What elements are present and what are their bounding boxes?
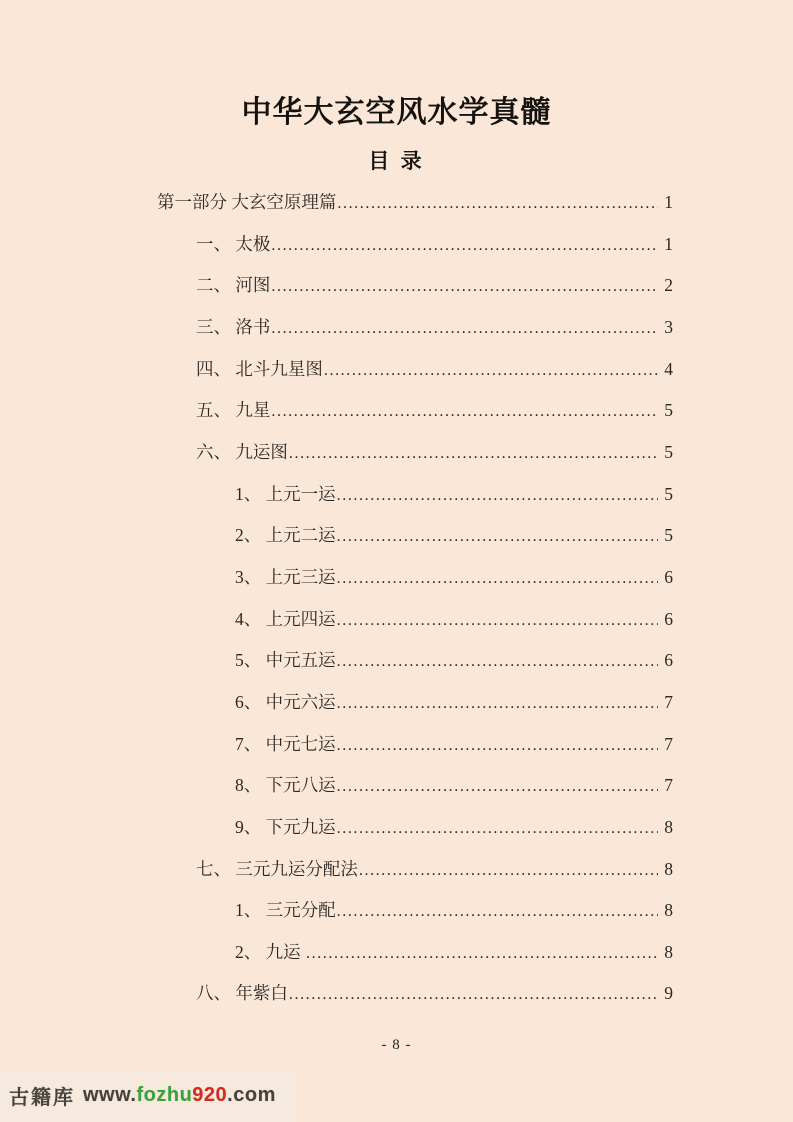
toc-entry-label: 6、 中元六运 xyxy=(235,691,336,712)
toc-entry-page-number: 6 xyxy=(664,566,673,587)
toc-entry-page-number: 4 xyxy=(664,358,673,379)
toc-entry-page-number: 3 xyxy=(664,316,673,337)
toc-entry-page-number: 5 xyxy=(664,441,673,462)
toc-entry-label: 三、 洛书 xyxy=(196,316,271,337)
toc-leader-dots xyxy=(337,899,659,923)
toc-leader-dots xyxy=(337,524,659,548)
toc-entry-label: 八、 年紫白 xyxy=(196,983,288,1004)
toc-leader-dots xyxy=(337,191,658,215)
toc-entry-label: 8、 下元八运 xyxy=(235,775,336,796)
toc-leader-dots xyxy=(337,733,659,757)
toc-leader-dots xyxy=(271,274,658,298)
toc-entry-page-number: 6 xyxy=(664,650,673,671)
toc-entry xyxy=(157,477,673,519)
toc-entry xyxy=(157,352,673,394)
toc-entry xyxy=(157,643,673,685)
table-of-contents xyxy=(157,185,673,1018)
toc-entry-label: 四、 北斗九星图 xyxy=(196,358,323,379)
toc-leader-dots xyxy=(337,608,659,632)
toc-entry-page-number: 8 xyxy=(664,816,673,837)
toc-entry-page-number: 8 xyxy=(664,858,673,879)
toc-entry-page-number: 9 xyxy=(664,983,673,1004)
toc-entry-label: 2、 上元二运 xyxy=(235,525,336,546)
watermark-url-www: www. xyxy=(83,1084,137,1106)
toc-entry-page-number: 7 xyxy=(664,691,673,712)
toc-entry xyxy=(157,810,673,852)
watermark-site-url xyxy=(83,1084,276,1107)
toc-entry xyxy=(157,310,673,352)
toc-heading: 目 录 xyxy=(368,149,425,173)
toc-entry-label: 7、 中元七运 xyxy=(235,733,336,754)
toc-entry-page-number: 5 xyxy=(664,400,673,421)
toc-entry xyxy=(157,768,673,810)
toc-leader-dots xyxy=(337,691,659,715)
toc-entry-label: 4、 上元四运 xyxy=(235,608,336,629)
toc-leader-dots xyxy=(359,858,658,882)
toc-entry xyxy=(157,935,673,977)
toc-entry-label: 1、 三元分配 xyxy=(235,900,336,921)
toc-entry xyxy=(157,185,673,227)
toc-entry-page-number: 6 xyxy=(664,608,673,629)
watermark-url-920: 920 xyxy=(192,1084,228,1106)
toc-entry-label: 9、 下元九运 xyxy=(235,816,336,837)
toc-entry xyxy=(157,268,673,310)
toc-entry xyxy=(157,893,673,935)
toc-entry-label: 1、 上元一运 xyxy=(235,483,336,504)
toc-leader-dots xyxy=(306,941,658,965)
toc-entry xyxy=(157,727,673,769)
toc-leader-dots xyxy=(337,649,659,673)
toc-entry-label: 5、 中元五运 xyxy=(235,650,336,671)
toc-entry-label: 五、 九星 xyxy=(196,400,271,421)
toc-leader-dots xyxy=(289,982,658,1006)
toc-leader-dots xyxy=(271,316,658,340)
toc-entry-label: 第一部分 大玄空原理篇 xyxy=(157,192,337,212)
toc-entry-page-number: 2 xyxy=(664,275,673,296)
watermark-url-fozhu: fozhu xyxy=(136,1084,193,1106)
toc-entry xyxy=(157,435,673,477)
toc-entry-page-number: 1 xyxy=(664,233,673,254)
document-title: 中华大玄空风水学真髓 xyxy=(241,96,552,129)
page-number-footer: - 8 - xyxy=(381,1037,412,1053)
toc-entry-page-number: 5 xyxy=(664,483,673,504)
toc-entry-label: 二、 河图 xyxy=(196,275,271,296)
toc-entry-label: 六、 九运图 xyxy=(196,441,288,462)
toc-leader-dots xyxy=(324,358,658,382)
toc-leader-dots xyxy=(337,774,659,798)
toc-entry-label: 一、 太极 xyxy=(196,233,271,254)
watermark-site-name: 古籍库 xyxy=(9,1087,75,1109)
toc-entry-page-number: 8 xyxy=(664,941,673,962)
site-watermark xyxy=(0,1071,294,1122)
toc-entry-label: 七、 三元九运分配法 xyxy=(196,858,358,879)
toc-entry-page-number: 8 xyxy=(664,900,673,921)
toc-leader-dots xyxy=(337,816,659,840)
toc-entry xyxy=(157,685,673,727)
toc-entry-page-number: 7 xyxy=(664,733,673,754)
toc-entry-page-number: 5 xyxy=(664,525,673,546)
toc-entry xyxy=(157,393,673,435)
toc-entry-label: 2、 九运 xyxy=(235,941,305,962)
toc-entry-label: 3、 上元三运 xyxy=(235,566,336,587)
toc-entry xyxy=(157,518,673,560)
toc-entry xyxy=(157,560,673,602)
toc-entry xyxy=(157,852,673,894)
toc-entry xyxy=(157,227,673,269)
toc-leader-dots xyxy=(289,441,658,465)
toc-entry xyxy=(157,602,673,644)
toc-leader-dots xyxy=(337,483,659,507)
toc-leader-dots xyxy=(337,566,659,590)
watermark-url-com: .com xyxy=(227,1084,276,1106)
toc-leader-dots xyxy=(271,399,658,423)
toc-entry xyxy=(157,976,673,1018)
toc-leader-dots xyxy=(271,233,658,257)
toc-entry-page-number: 1 xyxy=(664,192,673,212)
toc-entry-page-number: 7 xyxy=(664,775,673,796)
